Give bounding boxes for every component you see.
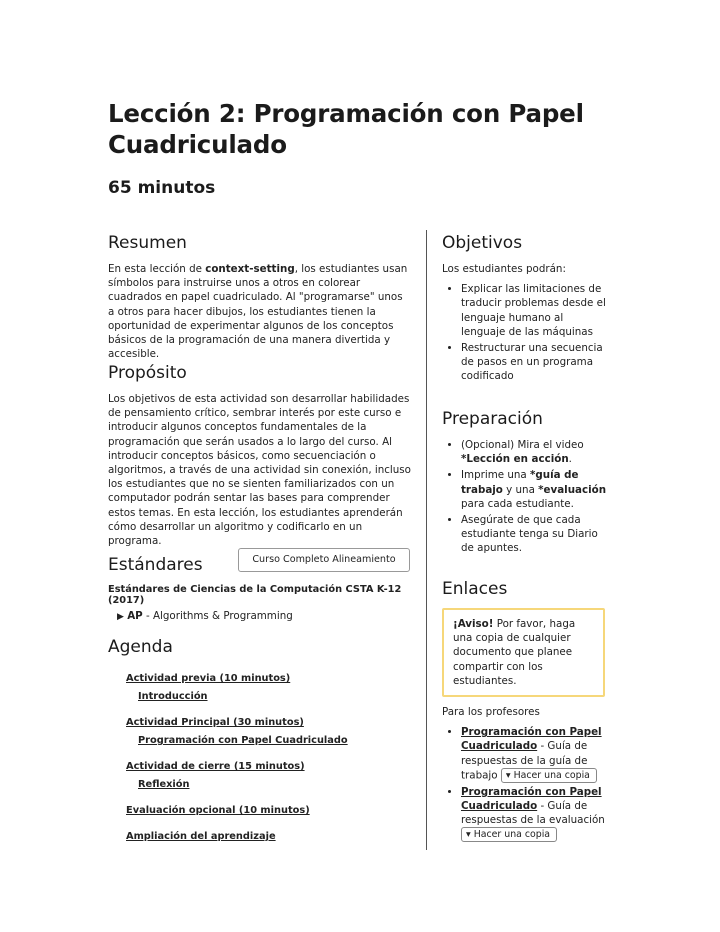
assessment-answer-key-link[interactable]: Programación con Papel Cuadriculado (461, 785, 602, 813)
full-course-alignment-button[interactable]: Curso Completo Alineamiento (238, 548, 410, 572)
agenda-extended-link[interactable]: Ampliación del aprendizaje (126, 831, 276, 842)
worksheet-answer-key-link[interactable]: Programación con Papel Cuadriculado (461, 726, 602, 753)
preparation-item: • Imprime una *guía de trabajo y una *evaluación para cada estudiante. (461, 468, 610, 511)
make-copy-button[interactable]: ▾ Hacer una copia (501, 768, 597, 783)
column-divider (426, 230, 427, 850)
warning-text: Por favor, haga una copia de cualquier documento que planee compartir con los estudiantes. (453, 618, 576, 687)
video-reference: *Lección en acción (461, 453, 569, 466)
lesson-duration: 65 minutos (108, 178, 216, 198)
purpose-text: Los objetivos de esta actividad son desarrollar habilidades de pensamiento crítico, sembrar interés por este curso e introducir algunos conceptos fundamentales de la programación que serán usados a lo largo del curso. Al introducir conceptos básicos, como secuenciación o algoritmos, a través de una actividad sin conexión, incluso los estudiantes que no se sienten familiarizados con un computador podrán sentar las bases para comprender estos temas. En esta lección, los estudiantes aprenderán cómo desarrollar un algoritmo y codificarlo en un programa. (108, 393, 411, 548)
agenda-main-sub-link[interactable]: Programación con Papel Cuadriculado (138, 735, 348, 746)
make-copy-button[interactable]: ▾ Hacer una copia (461, 827, 557, 842)
teachers-label: Para los profesores (442, 706, 540, 719)
summary-section (108, 232, 412, 361)
preparation-section (442, 408, 610, 558)
purpose-section (108, 362, 412, 548)
warning-box (442, 608, 605, 697)
preparation-heading: Preparación (442, 409, 543, 429)
objective-item: • Explicar las limitaciones de traducir problemas desde el lenguaje humano al lenguaje de las máquinas (461, 282, 610, 339)
standard-code: AP (127, 610, 143, 622)
teacher-link-item: • Programación con Papel Cuadriculado - Guía de respuestas de la guía de trabajo ▾ Hacer una copia (461, 725, 610, 783)
links-section (442, 578, 610, 844)
dropdown-arrow-icon: ▾ (505, 769, 511, 781)
agenda-assessment-link[interactable]: Evaluación opcional (10 minutos) (126, 805, 310, 816)
teacher-links-list (442, 725, 610, 842)
agenda-reflection-link[interactable]: Reflexión (138, 779, 190, 790)
agenda-wrapup-link[interactable]: Actividad de cierre (15 minutos) (126, 761, 305, 772)
preparation-item: • Asegúrate de que cada estudiante tenga su Diario de apuntes. (461, 513, 610, 556)
summary-bold-term: context-setting (205, 263, 295, 275)
objectives-intro: Los estudiantes podrán: (442, 263, 566, 275)
preparation-list (442, 438, 610, 556)
standards-framework: Estándares de Ciencias de la Computación CSTA K-12 (2017) (108, 584, 402, 606)
agenda-section (108, 636, 412, 844)
summary-heading: Resumen (108, 233, 187, 253)
dropdown-arrow-icon: ▾ (466, 829, 471, 841)
objective-item: • Restructurar una secuencia de pasos en un programa codificado (461, 341, 610, 384)
summary-text: En esta lección de context-setting, los estudiantes usan símbolos para instruirse unos a otros en colorear cuadrados en papel cuadriculado. Al "programarse" unos a otros para hacer dibujos, los estudiantes tienen la oportunidad de experimentar algunos de los conceptos básicos de la programación de una manera divertida y accesible. (108, 263, 408, 361)
expand-triangle-icon[interactable]: ▶ (117, 612, 124, 622)
purpose-heading: Propósito (108, 363, 187, 383)
agenda-heading: Agenda (108, 637, 173, 657)
standards-section (108, 554, 412, 622)
objectives-heading: Objetivos (442, 233, 523, 253)
warning-label: ¡Aviso! (453, 618, 494, 630)
agenda-warmup-link[interactable]: Actividad previa (10 minutos) (126, 673, 291, 684)
standard-ap-row[interactable] (108, 610, 412, 622)
agenda-intro-link[interactable]: Introducción (138, 691, 208, 702)
page-title: Lección 2: Programación con Papel Cuadriculado (108, 99, 584, 159)
teacher-link-item: • Programación con Papel Cuadriculado - Guía de respuestas de la evaluación ▾ Hacer una copia (461, 785, 610, 843)
objectives-section (442, 232, 610, 386)
standards-heading: Estándares (108, 555, 203, 575)
agenda-main-link[interactable]: Actividad Principal (30 minutos) (126, 717, 304, 728)
objectives-list (442, 282, 610, 383)
preparation-item: • (Opcional) Mira el video *Lección en acción. (461, 438, 610, 466)
standard-name: - Algorithms & Programming (142, 610, 293, 622)
links-heading: Enlaces (442, 579, 508, 599)
